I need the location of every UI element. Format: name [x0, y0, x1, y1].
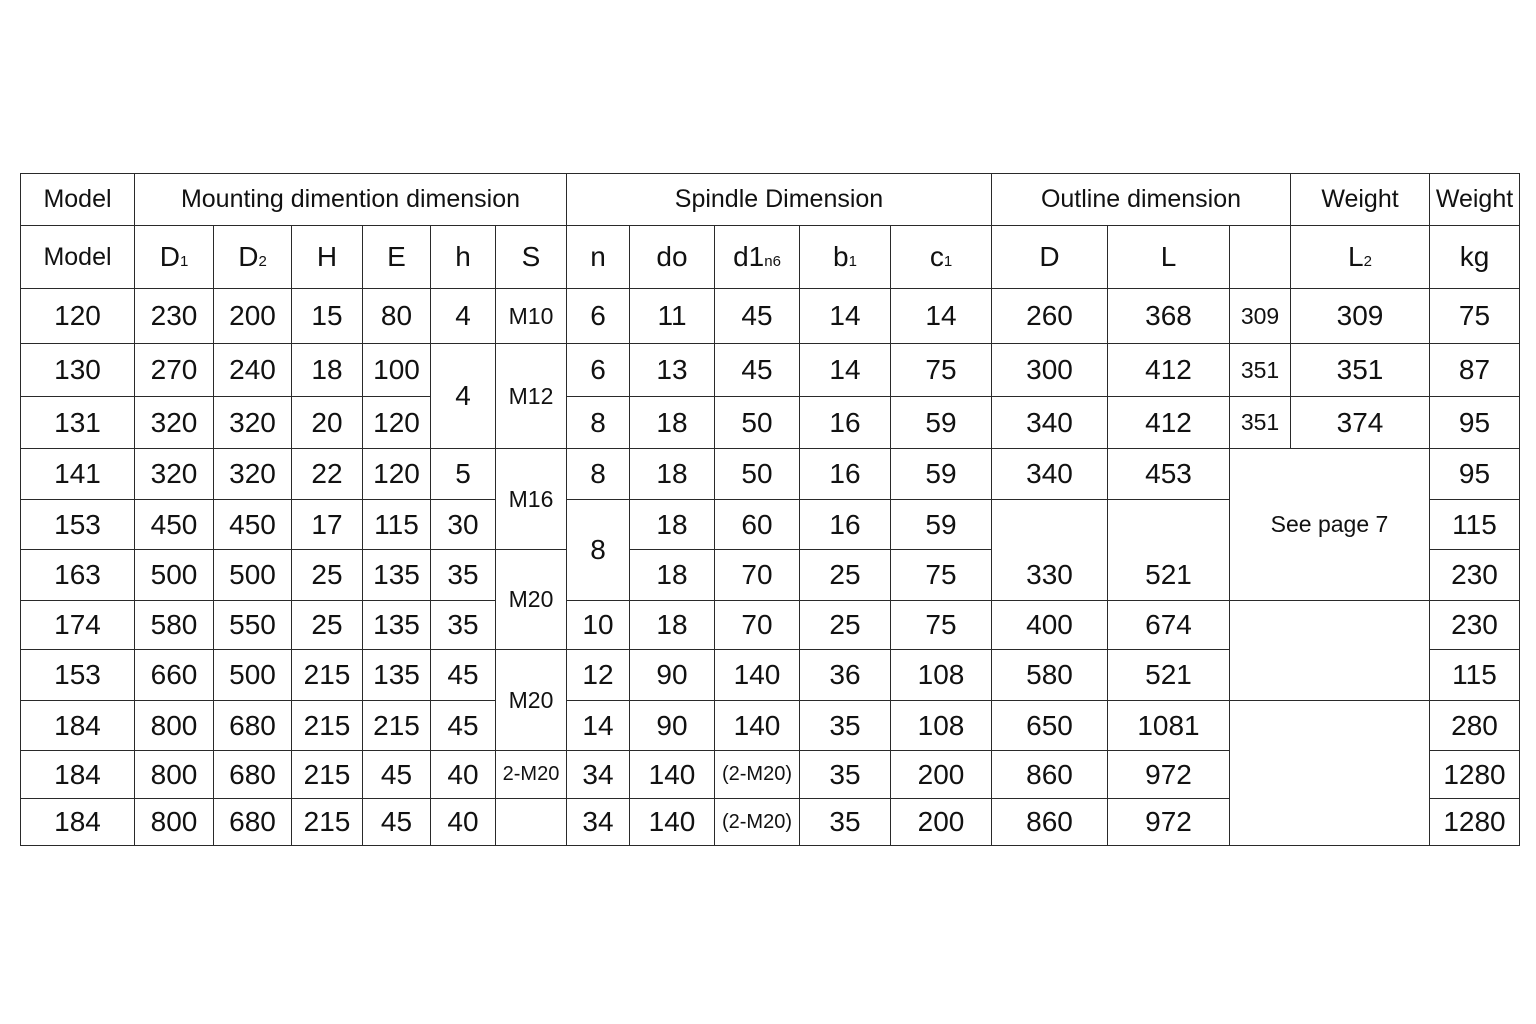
cell-d1n6: 50	[715, 449, 800, 500]
cell-d1n6: 70	[715, 601, 800, 650]
header-weight-2: Weight	[1430, 174, 1520, 226]
cell-c1: 75	[891, 601, 992, 650]
cell-d1: 450	[135, 500, 214, 550]
cell-n: 34	[567, 751, 630, 799]
cell-b1: 25	[800, 550, 891, 601]
cell-d1n6: 140	[715, 701, 800, 751]
cell-S: M12	[496, 344, 567, 449]
cell-do: 140	[630, 751, 715, 799]
cell-d1n6: (2-M20)	[715, 751, 800, 799]
cell-kg: 230	[1430, 550, 1520, 601]
cell-d1n6: 45	[715, 289, 800, 344]
dimension-table	[20, 173, 1520, 846]
header-outline-D: D	[992, 226, 1108, 289]
cell-h: 30	[431, 500, 496, 550]
cell-S: M20	[496, 650, 567, 751]
header-outline-dimension: Outline dimension	[992, 174, 1291, 226]
cell-model: 153	[21, 650, 135, 701]
cell-h: 45	[431, 650, 496, 701]
cell-model: 131	[21, 397, 135, 449]
cell-do: 11	[630, 289, 715, 344]
header-H: H	[292, 226, 363, 289]
cell-d2: 500	[214, 550, 292, 601]
cell-outline-L: 368	[1108, 289, 1230, 344]
cell-b1: 16	[800, 449, 891, 500]
cell-do: 18	[630, 397, 715, 449]
cell-E: 80	[363, 289, 431, 344]
cell-outline-D	[992, 500, 1108, 550]
cell-d1n6: (2-M20)	[715, 799, 800, 846]
cell-model: 130	[21, 344, 135, 397]
cell-H: 15	[292, 289, 363, 344]
cell-d1n6: 70	[715, 550, 800, 601]
cell-do: 90	[630, 650, 715, 701]
header-spindle-dimension: Spindle Dimension	[567, 174, 992, 226]
cell-E: 135	[363, 650, 431, 701]
cell-L2: 309	[1291, 289, 1430, 344]
header-model-2: Model	[21, 226, 135, 289]
cell-d1: 320	[135, 449, 214, 500]
cell-extra: 309	[1230, 289, 1291, 344]
cell-b1: 25	[800, 601, 891, 650]
cell-E: 135	[363, 550, 431, 601]
cell-h: 40	[431, 799, 496, 846]
table-row	[21, 397, 1520, 449]
cell-S: M10	[496, 289, 567, 344]
cell-H: 215	[292, 650, 363, 701]
cell-outline-L: 412	[1108, 397, 1230, 449]
cell-d1: 230	[135, 289, 214, 344]
cell-outline-L: 453	[1108, 449, 1230, 500]
cell-do: 18	[630, 550, 715, 601]
cell-d2: 550	[214, 601, 292, 650]
cell-b1: 35	[800, 799, 891, 846]
cell-kg: 87	[1430, 344, 1520, 397]
cell-E: 120	[363, 449, 431, 500]
cell-do: 18	[630, 500, 715, 550]
cell-L2: 374	[1291, 397, 1430, 449]
cell-S: M20	[496, 550, 567, 650]
cell-h: 4	[431, 289, 496, 344]
cell-outline-D: 860	[992, 751, 1108, 799]
note-see-page: See page 7	[1230, 449, 1430, 601]
cell-b1: 36	[800, 650, 891, 701]
cell-c1: 200	[891, 799, 992, 846]
cell-E: 45	[363, 799, 431, 846]
cell-n: 6	[567, 289, 630, 344]
cell-n: 10	[567, 601, 630, 650]
cell-outline-L: 972	[1108, 751, 1230, 799]
header-kg: kg	[1430, 226, 1520, 289]
header-S: S	[496, 226, 567, 289]
cell-d2: 680	[214, 701, 292, 751]
cell-c1: 59	[891, 449, 992, 500]
cell-model: 184	[21, 799, 135, 846]
cell-do: 140	[630, 799, 715, 846]
cell-c1: 59	[891, 397, 992, 449]
header-n: n	[567, 226, 630, 289]
cell-c1: 14	[891, 289, 992, 344]
cell-outline-D: 340	[992, 397, 1108, 449]
cell-b1: 16	[800, 397, 891, 449]
cell-b1: 35	[800, 701, 891, 751]
cell-outline-D: 860	[992, 799, 1108, 846]
cell-d2: 200	[214, 289, 292, 344]
cell-kg: 280	[1430, 701, 1520, 751]
cell-outline-L: 412	[1108, 344, 1230, 397]
table-row	[21, 289, 1520, 344]
cell-model: 163	[21, 550, 135, 601]
cell-kg: 95	[1430, 397, 1520, 449]
cell-d2: 680	[214, 799, 292, 846]
cell-E: 120	[363, 397, 431, 449]
cell-d1n6: 60	[715, 500, 800, 550]
cell-d1n6: 45	[715, 344, 800, 397]
cell-blank	[1230, 601, 1430, 701]
header-weight: Weight	[1291, 174, 1430, 226]
cell-kg: 1280	[1430, 751, 1520, 799]
cell-d2: 320	[214, 449, 292, 500]
header-d1: D1	[135, 226, 214, 289]
cell-do: 13	[630, 344, 715, 397]
cell-d1n6: 50	[715, 397, 800, 449]
cell-d1: 320	[135, 397, 214, 449]
cell-S: 2-M20	[496, 751, 567, 799]
cell-outline-L	[1108, 500, 1230, 550]
cell-H: 20	[292, 397, 363, 449]
cell-H: 25	[292, 601, 363, 650]
cell-model: 174	[21, 601, 135, 650]
cell-L2: 351	[1291, 344, 1430, 397]
header-b1: b1	[800, 226, 891, 289]
header-row-top	[21, 174, 1520, 226]
cell-kg: 75	[1430, 289, 1520, 344]
cell-E: 135	[363, 601, 431, 650]
header-c1: c1	[891, 226, 992, 289]
cell-n: 12	[567, 650, 630, 701]
cell-kg: 115	[1430, 500, 1520, 550]
header-h: h	[431, 226, 496, 289]
cell-h: 35	[431, 601, 496, 650]
header-d2: D2	[214, 226, 292, 289]
cell-n: 8	[567, 397, 630, 449]
cell-d1: 800	[135, 751, 214, 799]
header-L2: L2	[1291, 226, 1430, 289]
cell-H: 25	[292, 550, 363, 601]
cell-outline-L: 1081	[1108, 701, 1230, 751]
cell-E: 115	[363, 500, 431, 550]
cell-outline-L: 521	[1108, 650, 1230, 701]
cell-c1: 75	[891, 344, 992, 397]
cell-outline-D: 650	[992, 701, 1108, 751]
cell-h: 35	[431, 550, 496, 601]
cell-d1: 580	[135, 601, 214, 650]
cell-outline-L: 674	[1108, 601, 1230, 650]
cell-model: 184	[21, 701, 135, 751]
cell-model: 184	[21, 751, 135, 799]
cell-c1: 108	[891, 650, 992, 701]
cell-c1: 59	[891, 500, 992, 550]
cell-kg: 1280	[1430, 799, 1520, 846]
cell-outline-L: 972	[1108, 799, 1230, 846]
cell-S: M16	[496, 449, 567, 550]
header-mounting-dimension: Mounting dimention dimension	[135, 174, 567, 226]
cell-d2: 500	[214, 650, 292, 701]
cell-kg: 230	[1430, 601, 1520, 650]
cell-model: 153	[21, 500, 135, 550]
table-row	[21, 601, 1520, 650]
cell-blank	[1230, 701, 1430, 846]
header-do: do	[630, 226, 715, 289]
cell-d2: 240	[214, 344, 292, 397]
cell-d1n6: 140	[715, 650, 800, 701]
cell-d2: 450	[214, 500, 292, 550]
cell-h: 5	[431, 449, 496, 500]
cell-d2: 680	[214, 751, 292, 799]
cell-model: 120	[21, 289, 135, 344]
cell-n: 8	[567, 500, 630, 601]
header-row-sub	[21, 226, 1520, 289]
cell-H: 17	[292, 500, 363, 550]
table-row	[21, 449, 1520, 500]
cell-outline-D: 400	[992, 601, 1108, 650]
header-model: Model	[21, 174, 135, 226]
cell-extra: 351	[1230, 397, 1291, 449]
cell-H: 22	[292, 449, 363, 500]
cell-outline-D: 580	[992, 650, 1108, 701]
header-d1n6: d1n6	[715, 226, 800, 289]
cell-h: 40	[431, 751, 496, 799]
cell-E: 45	[363, 751, 431, 799]
cell-c1: 75	[891, 550, 992, 601]
cell-d1: 660	[135, 650, 214, 701]
cell-d1: 800	[135, 799, 214, 846]
header-E: E	[363, 226, 431, 289]
cell-outline-D: 300	[992, 344, 1108, 397]
cell-extra: 351	[1230, 344, 1291, 397]
cell-outline-L: 521	[1108, 550, 1230, 601]
cell-d1: 270	[135, 344, 214, 397]
cell-b1: 14	[800, 289, 891, 344]
cell-E: 100	[363, 344, 431, 397]
cell-do: 18	[630, 449, 715, 500]
cell-outline-D: 340	[992, 449, 1108, 500]
header-outline-L: L	[1108, 226, 1230, 289]
cell-b1: 14	[800, 344, 891, 397]
cell-H: 215	[292, 701, 363, 751]
cell-h: 45	[431, 701, 496, 751]
cell-model: 141	[21, 449, 135, 500]
table-row	[21, 344, 1520, 397]
cell-kg: 95	[1430, 449, 1520, 500]
cell-d1: 500	[135, 550, 214, 601]
cell-kg: 115	[1430, 650, 1520, 701]
cell-h: 4	[431, 344, 496, 449]
cell-H: 215	[292, 751, 363, 799]
cell-b1: 16	[800, 500, 891, 550]
cell-n: 34	[567, 799, 630, 846]
cell-H: 215	[292, 799, 363, 846]
cell-n: 8	[567, 449, 630, 500]
cell-c1: 108	[891, 701, 992, 751]
cell-S	[496, 799, 567, 846]
cell-n: 6	[567, 344, 630, 397]
header-blank	[1230, 226, 1291, 289]
cell-outline-D: 260	[992, 289, 1108, 344]
cell-do: 90	[630, 701, 715, 751]
table-row	[21, 701, 1520, 751]
cell-outline-D: 330	[992, 550, 1108, 601]
cell-d2: 320	[214, 397, 292, 449]
cell-c1: 200	[891, 751, 992, 799]
cell-d1: 800	[135, 701, 214, 751]
cell-do: 18	[630, 601, 715, 650]
cell-H: 18	[292, 344, 363, 397]
cell-n: 14	[567, 701, 630, 751]
cell-b1: 35	[800, 751, 891, 799]
cell-E: 215	[363, 701, 431, 751]
